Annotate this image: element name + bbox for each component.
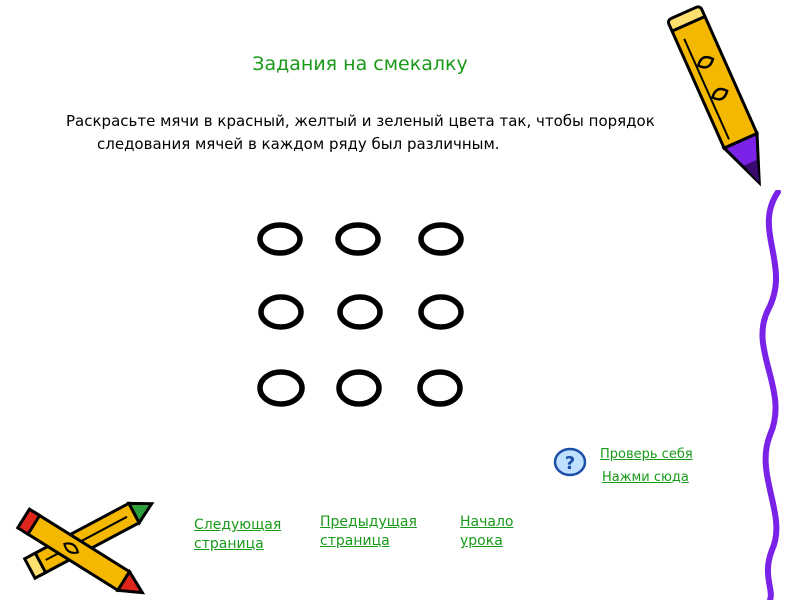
previous-page-line-1: Предыдущая bbox=[320, 514, 417, 530]
ball[interactable] bbox=[421, 297, 461, 327]
next-page-link[interactable] bbox=[194, 516, 281, 554]
ball[interactable] bbox=[339, 372, 379, 404]
question-icon[interactable] bbox=[553, 447, 587, 477]
task-line-1: Раскрасьте мячи в красный, желтый и зеленый цвета так, чтобы порядок bbox=[66, 112, 655, 130]
ball-grid bbox=[240, 210, 480, 420]
wavy-line-decoration bbox=[740, 190, 800, 600]
svg-text:?: ? bbox=[564, 453, 576, 474]
ball[interactable] bbox=[340, 297, 380, 327]
ball[interactable] bbox=[421, 225, 461, 253]
task-text bbox=[66, 110, 706, 156]
lesson-start-link[interactable] bbox=[460, 513, 513, 551]
next-page-line-1: Следующая bbox=[194, 517, 282, 533]
pencils-illustration-bottom bbox=[0, 478, 170, 600]
lesson-start-line-1: Начало bbox=[460, 514, 514, 530]
ball[interactable] bbox=[261, 297, 301, 327]
ball[interactable] bbox=[420, 372, 460, 404]
page-title: Задания на смекалку bbox=[252, 53, 468, 75]
check-yourself-link[interactable]: Проверь себя bbox=[600, 447, 693, 462]
ball[interactable] bbox=[338, 225, 378, 253]
lesson-start-line-2: урока bbox=[460, 533, 503, 549]
next-page-line-2: страница bbox=[194, 536, 264, 552]
ball[interactable] bbox=[260, 225, 300, 253]
previous-page-line-2: страница bbox=[320, 533, 390, 549]
ball[interactable] bbox=[260, 372, 302, 404]
previous-page-link[interactable] bbox=[320, 513, 417, 551]
task-line-2: следования мячей в каждом ряду был различным. bbox=[97, 135, 500, 153]
pencil-illustration-top bbox=[666, 0, 790, 195]
click-here-link[interactable]: Нажми сюда bbox=[602, 470, 689, 485]
